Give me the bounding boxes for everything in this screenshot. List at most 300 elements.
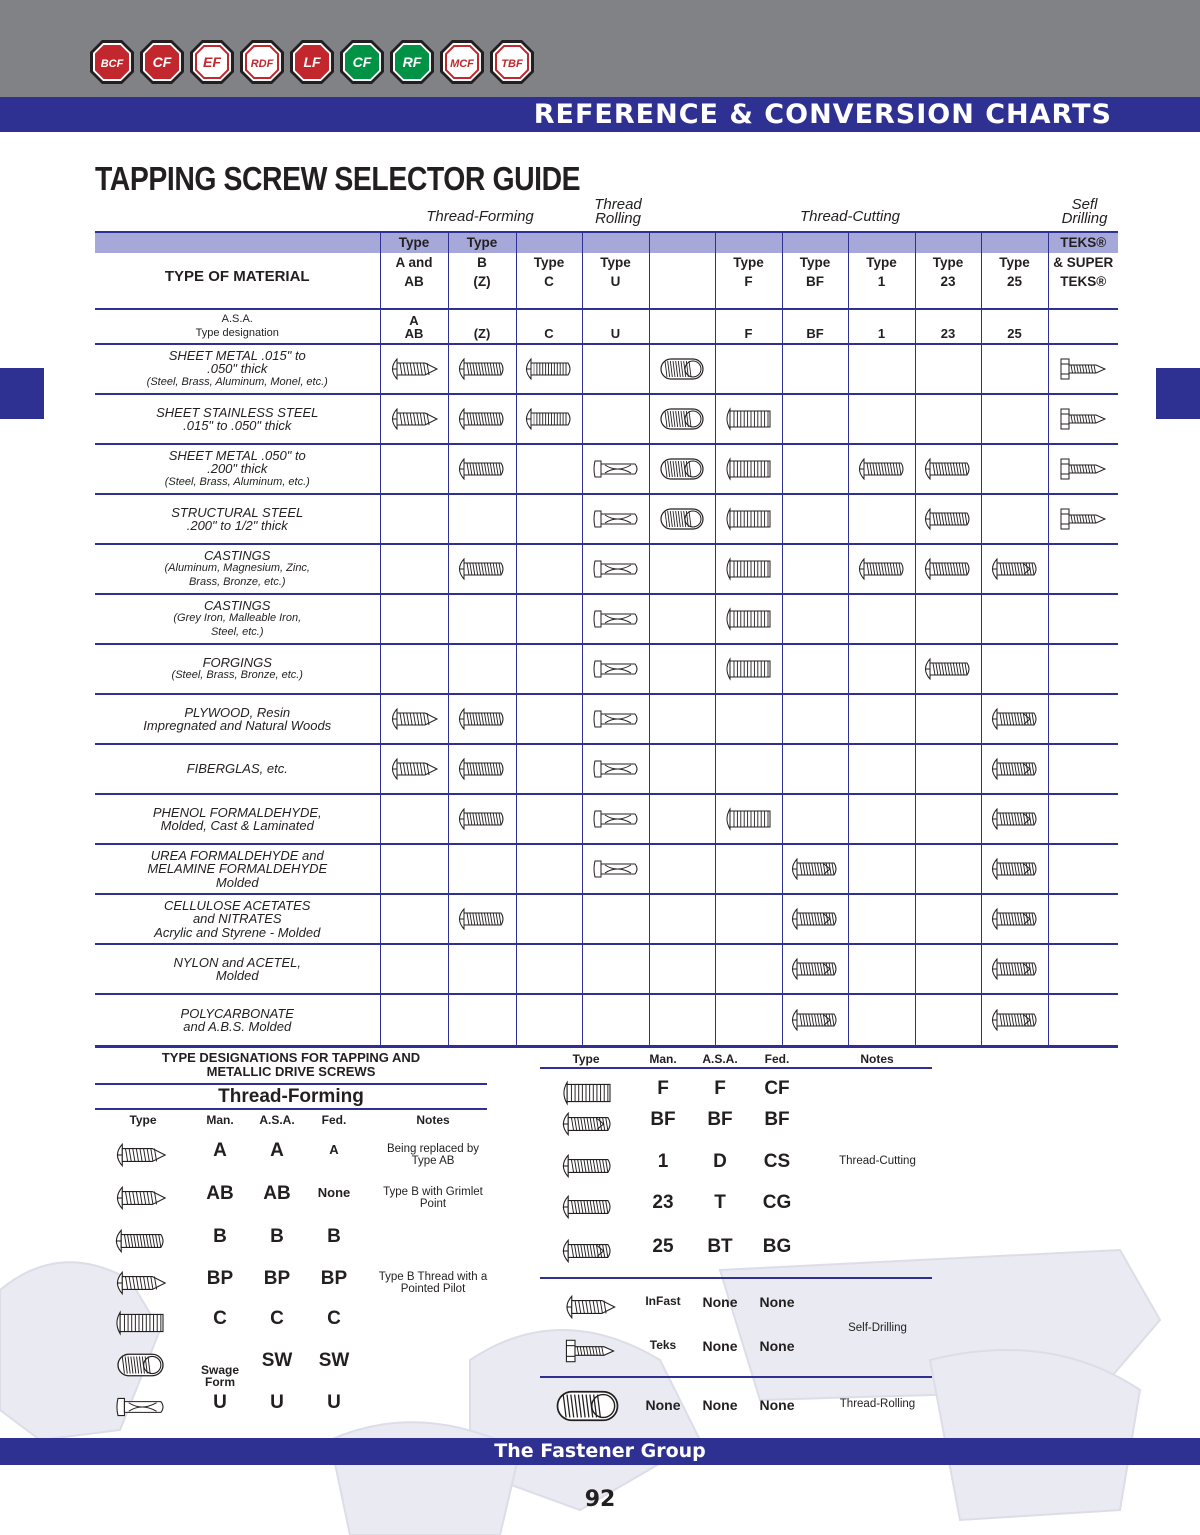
screw-b-icon — [457, 555, 507, 583]
selector-cell — [582, 994, 649, 1047]
material-name-line: Acrylic and Styrene - Molded — [154, 924, 321, 940]
screw-f-icon — [724, 605, 774, 633]
asa-designation: BP — [263, 1268, 291, 1289]
screw-b-icon — [457, 705, 507, 733]
screw-ab-icon — [389, 355, 439, 383]
selector-cell — [516, 844, 582, 894]
selector-cell — [649, 544, 715, 594]
divider — [540, 1376, 932, 1378]
selector-cell — [715, 594, 782, 644]
material-name-line: .200" to 1/2" thick — [186, 518, 288, 533]
designations-title — [95, 1051, 487, 1079]
thread-forming-type-c-icon — [98, 1308, 183, 1343]
material-name-line: SHEET METAL .015" to — [168, 347, 306, 363]
selector-cell — [516, 644, 582, 694]
notes-line: Being replaced by — [386, 1143, 480, 1155]
selector-cell — [715, 944, 782, 994]
selector-cell — [715, 394, 782, 444]
column-header — [516, 231, 582, 309]
col-header-asa: A.S.A. — [259, 1113, 295, 1127]
thread-rolling-icon — [540, 1386, 635, 1431]
selector-cell — [915, 794, 981, 844]
material-name — [95, 844, 380, 894]
selector-cell — [848, 394, 915, 444]
column-header-line: B — [477, 254, 487, 270]
selector-cell — [1048, 894, 1118, 944]
col-header-man: Man. — [206, 1113, 234, 1127]
asa-designation-line — [783, 314, 848, 327]
selector-cell — [582, 694, 649, 744]
selector-cell — [782, 394, 848, 444]
selector-cell — [981, 444, 1048, 494]
footer-band — [0, 1438, 1200, 1465]
manufacturer-designation: U — [213, 1392, 227, 1413]
self-drilling-type-infast-icon — [540, 1292, 640, 1327]
material-examples: (Steel, Brass, Aluminum, etc.) — [164, 475, 310, 488]
selector-cell — [848, 494, 915, 544]
column-header — [649, 231, 715, 309]
asa-designation: BF — [707, 1109, 733, 1130]
selector-cell — [848, 594, 915, 644]
column-header-line: Type — [866, 254, 897, 270]
screw-teks-icon — [1058, 355, 1108, 383]
selector-cell — [582, 644, 649, 694]
selector-cell — [649, 844, 715, 894]
column-header — [848, 231, 915, 309]
material-name-line: SHEET STAINLESS STEEL — [156, 404, 319, 420]
asa-designation-line: AB — [404, 325, 424, 341]
selector-cell — [380, 494, 448, 544]
selector-cell — [782, 794, 848, 844]
selector-cell — [448, 994, 516, 1047]
selector-cell — [915, 594, 981, 644]
notes-line: Pointed Pilot — [400, 1283, 466, 1295]
selector-cell — [380, 894, 448, 944]
selector-cell — [715, 694, 782, 744]
selector-cell — [582, 794, 649, 844]
asa-designation-line — [916, 314, 981, 327]
selector-cell — [848, 694, 915, 744]
material-name-line: Molded — [215, 874, 259, 890]
notes — [368, 1143, 498, 1167]
selector-cell — [380, 744, 448, 794]
thread-cutting-type-f-icon — [540, 1078, 635, 1113]
asa-designation-line: 1 — [877, 325, 886, 341]
manufacturer-designation: Swage Form — [200, 1363, 239, 1389]
notes-line: Point — [419, 1198, 447, 1210]
selector-cell — [582, 344, 649, 394]
selector-cell — [782, 944, 848, 994]
manufacturer-designation: C — [213, 1308, 227, 1329]
material-name-line: Molded — [215, 968, 259, 983]
selector-cell — [516, 444, 582, 494]
selector-table — [95, 231, 1118, 1048]
selector-cell — [848, 644, 915, 694]
selector-cell — [981, 994, 1048, 1047]
thread-forming-type-a-icon — [98, 1140, 183, 1175]
selector-cell — [649, 394, 715, 444]
asa-designation: BT — [707, 1236, 733, 1257]
material-row — [95, 544, 1118, 594]
column-header-line: Type — [398, 235, 430, 250]
group-label-rolling: Thread Rolling — [594, 196, 642, 227]
selector-cell — [516, 544, 582, 594]
svg-text:MCF: MCF — [450, 58, 474, 70]
selector-cell — [649, 444, 715, 494]
column-header — [981, 231, 1048, 309]
selector-cell — [915, 644, 981, 694]
screw-c25-icon — [990, 555, 1040, 583]
asa-designation: None — [702, 1397, 738, 1413]
asa-designation-line — [1049, 327, 1119, 340]
column-header-line — [650, 253, 715, 273]
column-header — [448, 231, 516, 309]
selector-cell — [649, 344, 715, 394]
federal-designation: CG — [762, 1192, 792, 1213]
selector-cell — [516, 994, 582, 1047]
screw-b-icon — [457, 905, 507, 933]
notes-line: Type AB — [411, 1155, 455, 1167]
selector-cell — [1048, 394, 1118, 444]
selector-cell — [582, 944, 649, 994]
svg-text:LF: LF — [303, 54, 321, 70]
brand-logo — [138, 38, 186, 86]
selector-cell — [715, 744, 782, 794]
screw-b-icon — [457, 455, 507, 483]
screw-u-icon — [591, 555, 641, 583]
selector-cell — [582, 544, 649, 594]
screw-u-icon — [591, 605, 641, 633]
material-name — [95, 894, 380, 944]
asa-designation-line: 23 — [940, 325, 956, 341]
section-title: REFERENCE & CONVERSION CHARTS — [533, 99, 1112, 130]
asa-designation-line: 25 — [1007, 325, 1022, 341]
federal-designation: C — [327, 1308, 341, 1329]
asa-designation: None — [702, 1338, 738, 1354]
screw-roll-icon — [657, 405, 707, 433]
selector-cell — [448, 594, 516, 644]
material-name — [95, 744, 380, 794]
selector-cell — [1048, 794, 1118, 844]
left-side-tab — [0, 368, 44, 419]
selector-cell — [448, 844, 516, 894]
screw-c1-icon — [857, 455, 907, 483]
material-row — [95, 394, 1118, 444]
thread-forming-subtitle: Thread-Forming — [218, 1086, 364, 1107]
screw-c25-icon — [990, 905, 1040, 933]
thread-cutting-type-c25-icon — [540, 1236, 635, 1271]
selector-cell — [582, 844, 649, 894]
column-header-line: A and — [395, 254, 433, 270]
svg-text:CF: CF — [352, 54, 372, 70]
column-header — [915, 231, 981, 309]
asa-designation-line: U — [610, 325, 621, 341]
column-header-line — [517, 233, 582, 253]
asa-designation — [848, 309, 915, 344]
selector-cell — [981, 494, 1048, 544]
selector-cell — [981, 544, 1048, 594]
selector-cell — [848, 794, 915, 844]
selector-cell — [715, 994, 782, 1047]
right-side-tab — [1156, 368, 1200, 419]
screw-c1-icon — [857, 555, 907, 583]
asa-designation — [582, 309, 649, 344]
asa-row — [95, 309, 1118, 344]
selector-cell — [649, 794, 715, 844]
screw-c25-icon — [990, 805, 1040, 833]
selector-cell — [516, 944, 582, 994]
selector-cell — [782, 444, 848, 494]
screw-bf-icon — [790, 955, 840, 983]
selector-cell — [915, 494, 981, 544]
selector-cell — [981, 694, 1048, 744]
selector-cell — [782, 894, 848, 944]
column-header-line: Type — [999, 254, 1030, 270]
selector-cell — [981, 744, 1048, 794]
material-name-line: and NITRATES — [192, 911, 282, 927]
federal-designation: None — [759, 1338, 795, 1354]
selector-cell — [1048, 544, 1118, 594]
material-name — [95, 644, 380, 694]
selector-cell — [782, 844, 848, 894]
manufacturer-designation: F — [657, 1078, 669, 1099]
material-name-line: NYLON and ACETEL, — [173, 954, 301, 970]
selector-cell — [981, 844, 1048, 894]
screw-bf-icon — [790, 1006, 840, 1034]
selector-cell — [448, 644, 516, 694]
material-row — [95, 994, 1118, 1047]
screw-c23-icon — [923, 505, 973, 533]
asa-designation-line — [716, 314, 782, 327]
material-row — [95, 694, 1118, 744]
column-header — [380, 231, 448, 309]
federal-designation: B — [327, 1226, 341, 1247]
asa-label-line: Type designation — [195, 326, 279, 339]
column-header — [582, 231, 649, 309]
federal-designation: None — [759, 1294, 795, 1310]
manufacturer-designation: BP — [206, 1268, 234, 1289]
asa-designation — [1048, 309, 1118, 344]
section-header-band — [0, 97, 1200, 132]
manufacturer-designation: 23 — [652, 1192, 674, 1213]
selector-cell — [915, 394, 981, 444]
notes-line: Type B Thread with a — [378, 1271, 488, 1283]
asa-designation-line — [449, 314, 516, 327]
material-name-line: PLYWOOD, Resin — [184, 704, 291, 720]
selector-cell — [715, 844, 782, 894]
federal-designation: BP — [320, 1268, 348, 1289]
column-header-line: 23 — [940, 274, 956, 289]
selector-cell — [782, 594, 848, 644]
federal-designation: BF — [764, 1109, 790, 1130]
asa-designation — [448, 309, 516, 344]
col-header-type: Type — [129, 1113, 157, 1127]
screw-f-icon — [724, 805, 774, 833]
svg-text:RF: RF — [402, 54, 422, 70]
material-row — [95, 944, 1118, 994]
material-name — [95, 344, 380, 394]
selector-cell — [380, 594, 448, 644]
selector-cell — [649, 994, 715, 1047]
selector-cell — [1048, 444, 1118, 494]
selector-cell — [582, 394, 649, 444]
selector-cell — [1048, 494, 1118, 544]
material-examples: (Grey Iron, Malleable Iron, Steel, etc.) — [173, 612, 302, 638]
screw-c25-icon — [990, 955, 1040, 983]
notes — [368, 1186, 498, 1210]
asa-designation — [981, 309, 1048, 344]
asa-designation: D — [713, 1151, 727, 1172]
asa-designation — [380, 309, 448, 344]
screw-u-icon — [591, 855, 641, 883]
selector-cell — [1048, 944, 1118, 994]
column-header-line: (Z) — [473, 274, 491, 289]
svg-text:CF: CF — [152, 54, 172, 70]
brand-logo — [288, 38, 336, 86]
asa-designation: U — [270, 1392, 284, 1413]
selector-cell — [649, 694, 715, 744]
thread-forming-type-b-icon — [98, 1226, 183, 1261]
col-header-fed: Fed. — [321, 1113, 347, 1127]
selector-cell — [582, 894, 649, 944]
column-header-line: U — [610, 274, 621, 289]
material-name-line: MELAMINE FORMALDEHYDE — [147, 861, 328, 877]
thread-cutting-type-c23-icon — [540, 1192, 635, 1227]
federal-designation: U — [327, 1392, 341, 1413]
thread-forming-type-bp-icon — [98, 1268, 183, 1303]
column-header-line: AB — [404, 274, 424, 289]
selector-cell — [981, 344, 1048, 394]
selector-cell — [782, 544, 848, 594]
selector-cell — [448, 944, 516, 994]
material-name-line: UREA FORMALDEHYDE and — [150, 847, 324, 863]
selector-cell — [582, 744, 649, 794]
screw-c-icon — [524, 405, 574, 433]
selector-cell — [1048, 344, 1118, 394]
asa-designation: T — [714, 1192, 726, 1213]
selector-cell — [848, 894, 915, 944]
material-name-line: STRUCTURAL STEEL — [171, 504, 304, 520]
note-thread-rolling: Thread-Rolling — [839, 1398, 916, 1410]
selector-cell — [1048, 844, 1118, 894]
divider — [95, 1083, 487, 1085]
selector-cell — [380, 644, 448, 694]
selector-cell — [1048, 594, 1118, 644]
material-name-line: .050" thick — [207, 361, 268, 377]
page-title: TAPPING SCREW SELECTOR GUIDE — [95, 160, 581, 197]
column-header-line: Type — [799, 254, 831, 270]
column-header-line: C — [544, 274, 554, 289]
material-row — [95, 644, 1118, 694]
asa-designation — [649, 309, 715, 344]
col-header-man-right: Man. — [649, 1052, 677, 1066]
note-thread-cutting: Thread-Cutting — [839, 1155, 916, 1167]
asa-designation — [782, 309, 848, 344]
note-self-drilling: Self-Drilling — [848, 1322, 907, 1334]
selector-cell — [782, 744, 848, 794]
material-name — [95, 994, 380, 1047]
brand-logo — [238, 38, 286, 86]
column-header-line: Type — [533, 254, 565, 270]
selector-cell — [915, 994, 981, 1047]
brand-logo — [388, 38, 436, 86]
selector-cell — [1048, 694, 1118, 744]
selector-cell — [981, 894, 1048, 944]
selector-cell — [380, 394, 448, 444]
group-label-forming: Thread-Forming — [426, 208, 534, 225]
brand-logo — [438, 38, 486, 86]
thread-forming-type-ab-icon — [98, 1183, 183, 1218]
asa-label — [95, 309, 380, 344]
asa-designation: C — [270, 1308, 284, 1329]
selector-cell — [649, 594, 715, 644]
selector-cell — [649, 494, 715, 544]
selector-cell — [516, 344, 582, 394]
material-row — [95, 894, 1118, 944]
selector-cell — [380, 444, 448, 494]
svg-text:EF: EF — [203, 54, 221, 70]
column-header-line: F — [744, 274, 753, 289]
asa-designation — [915, 309, 981, 344]
selector-cell — [516, 394, 582, 444]
selector-cell — [915, 544, 981, 594]
selector-cell — [915, 844, 981, 894]
screw-b-icon — [457, 755, 507, 783]
selector-cell — [848, 944, 915, 994]
material-row — [95, 794, 1118, 844]
asa-designation: SW — [261, 1350, 293, 1371]
selector-cell — [715, 894, 782, 944]
selector-cell — [915, 344, 981, 394]
selector-cell — [782, 644, 848, 694]
asa-designation-line: F — [744, 325, 753, 341]
selector-cell — [516, 494, 582, 544]
selector-cell — [848, 844, 915, 894]
footer-company: The Fastener Group — [494, 1440, 706, 1462]
material-examples: (Steel, Brass, Aluminum, Monel, etc.) — [146, 375, 328, 388]
selector-cell — [448, 544, 516, 594]
material-row — [95, 594, 1118, 644]
page-number: 92 — [584, 1487, 616, 1512]
material-name-line: CASTINGS — [204, 547, 271, 563]
material-name — [95, 544, 380, 594]
selector-cell — [448, 344, 516, 394]
selector-cell — [516, 594, 582, 644]
manufacturer-designation: InFast — [645, 1294, 681, 1308]
screw-teks-icon — [1058, 455, 1108, 483]
selector-cell — [380, 544, 448, 594]
federal-designation: BG — [762, 1236, 792, 1257]
col-header-fed-right: Fed. — [764, 1052, 790, 1066]
material-name-line: PHENOL FORMALDEHYDE, — [152, 804, 322, 820]
material-row — [95, 444, 1118, 494]
selector-cell — [715, 344, 782, 394]
manufacturer-designation: AB — [206, 1183, 234, 1204]
asa-designation-line — [650, 327, 715, 340]
selector-cell — [448, 744, 516, 794]
material-name — [95, 494, 380, 544]
col-header-notes-right: Notes — [860, 1052, 894, 1066]
selector-cell — [380, 344, 448, 394]
material-row — [95, 344, 1118, 394]
material-name-line: and A.B.S. Molded — [183, 1019, 292, 1034]
screw-c25-icon — [990, 1006, 1040, 1034]
screw-c23-icon — [923, 655, 973, 683]
asa-designation-line — [849, 314, 915, 327]
selector-cell — [915, 444, 981, 494]
svg-text:TBF: TBF — [501, 58, 523, 70]
material-row — [95, 744, 1118, 794]
